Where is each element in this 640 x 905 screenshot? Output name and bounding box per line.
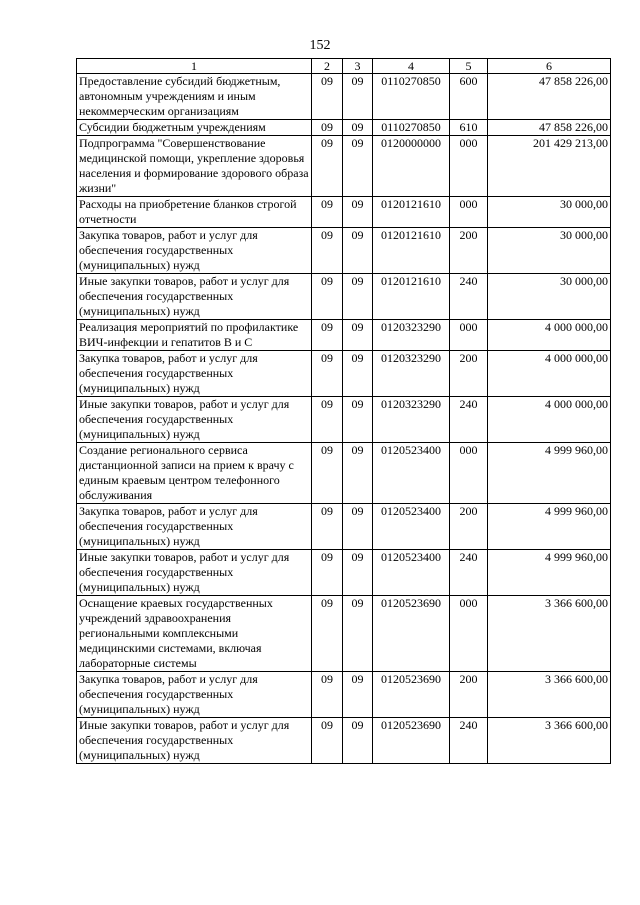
row-expense-type-code: 240 <box>450 550 488 596</box>
table-row <box>77 120 611 136</box>
row-amount: 3 366 600,00 <box>488 596 611 672</box>
row-amount: 4 999 960,00 <box>488 504 611 550</box>
row-expense-type-code: 240 <box>450 397 488 443</box>
column-header-1: 1 <box>77 59 312 74</box>
row-target-article-code: 0120121610 <box>373 197 450 228</box>
row-section-code: 09 <box>312 718 343 764</box>
row-expense-type-code: 200 <box>450 228 488 274</box>
row-description: Реализация мероприятий по профилактике ВИЧ-инфекции и гепатитов В и С <box>77 320 312 351</box>
row-description: Закупка товаров, работ и услуг для обеспечения государственных (муниципальных) нужд <box>77 228 312 274</box>
row-target-article-code: 0120323290 <box>373 320 450 351</box>
row-description: Иные закупки товаров, работ и услуг для обеспечения государственных (муниципальных) нужд <box>77 397 312 443</box>
row-amount: 30 000,00 <box>488 197 611 228</box>
column-header-5: 5 <box>450 59 488 74</box>
row-section-code: 09 <box>312 274 343 320</box>
row-section-code: 09 <box>312 504 343 550</box>
table-row <box>77 228 611 274</box>
row-target-article-code: 0120523690 <box>373 672 450 718</box>
row-section-code: 09 <box>312 672 343 718</box>
row-amount: 47 858 226,00 <box>488 74 611 120</box>
row-subsection-code: 09 <box>343 550 373 596</box>
row-description: Создание регионального сервиса дистанционной записи на прием к врачу с единым краевым центром телефонного обслуживания <box>77 443 312 504</box>
row-section-code: 09 <box>312 120 343 136</box>
row-amount: 4 999 960,00 <box>488 443 611 504</box>
row-expense-type-code: 000 <box>450 320 488 351</box>
table-row <box>77 351 611 397</box>
row-section-code: 09 <box>312 443 343 504</box>
row-expense-type-code: 240 <box>450 718 488 764</box>
row-subsection-code: 09 <box>343 320 373 351</box>
header-row <box>77 59 611 74</box>
row-amount: 47 858 226,00 <box>488 120 611 136</box>
column-header-3: 3 <box>343 59 373 74</box>
row-target-article-code: 0120323290 <box>373 351 450 397</box>
row-section-code: 09 <box>312 397 343 443</box>
row-subsection-code: 09 <box>343 504 373 550</box>
row-subsection-code: 09 <box>343 228 373 274</box>
column-header-2: 2 <box>312 59 343 74</box>
row-description: Закупка товаров, работ и услуг для обеспечения государственных (муниципальных) нужд <box>77 504 312 550</box>
table-row <box>77 320 611 351</box>
row-target-article-code: 0120523690 <box>373 718 450 764</box>
row-expense-type-code: 000 <box>450 443 488 504</box>
row-subsection-code: 09 <box>343 596 373 672</box>
row-target-article-code: 0120000000 <box>373 136 450 197</box>
table-row <box>77 197 611 228</box>
table-row <box>77 550 611 596</box>
row-section-code: 09 <box>312 550 343 596</box>
table-row <box>77 504 611 550</box>
column-header-6: 6 <box>488 59 611 74</box>
table-row <box>77 718 611 764</box>
row-subsection-code: 09 <box>343 120 373 136</box>
row-description: Иные закупки товаров, работ и услуг для обеспечения государственных (муниципальных) нужд <box>77 718 312 764</box>
table-header <box>77 59 611 74</box>
row-amount: 4 000 000,00 <box>488 320 611 351</box>
row-target-article-code: 0120323290 <box>373 397 450 443</box>
row-amount: 201 429 213,00 <box>488 136 611 197</box>
row-description: Закупка товаров, работ и услуг для обеспечения государственных (муниципальных) нужд <box>77 351 312 397</box>
row-section-code: 09 <box>312 197 343 228</box>
row-expense-type-code: 000 <box>450 136 488 197</box>
row-target-article-code: 0120523400 <box>373 443 450 504</box>
row-subsection-code: 09 <box>343 197 373 228</box>
row-description: Субсидии бюджетным учреждениям <box>77 120 312 136</box>
row-section-code: 09 <box>312 351 343 397</box>
row-amount: 3 366 600,00 <box>488 718 611 764</box>
row-target-article-code: 0110270850 <box>373 74 450 120</box>
row-amount: 4 000 000,00 <box>488 351 611 397</box>
row-section-code: 09 <box>312 136 343 197</box>
row-subsection-code: 09 <box>343 397 373 443</box>
row-amount: 3 366 600,00 <box>488 672 611 718</box>
row-subsection-code: 09 <box>343 74 373 120</box>
table-row <box>77 443 611 504</box>
row-subsection-code: 09 <box>343 274 373 320</box>
row-expense-type-code: 610 <box>450 120 488 136</box>
row-target-article-code: 0120523690 <box>373 596 450 672</box>
row-target-article-code: 0120523400 <box>373 504 450 550</box>
row-expense-type-code: 200 <box>450 672 488 718</box>
row-subsection-code: 09 <box>343 443 373 504</box>
row-description: Подпрограмма "Совершенствование медицинской помощи, укрепление здоровья населения и формирование здорового образа жизни" <box>77 136 312 197</box>
row-amount: 4 999 960,00 <box>488 550 611 596</box>
row-section-code: 09 <box>312 596 343 672</box>
table-row <box>77 397 611 443</box>
row-subsection-code: 09 <box>343 136 373 197</box>
table-row <box>77 274 611 320</box>
row-target-article-code: 0120121610 <box>373 228 450 274</box>
row-target-article-code: 0120523400 <box>373 550 450 596</box>
row-description: Предоставление субсидий бюджетным, автономным учреждениям и иным некоммерческим организациям <box>77 74 312 120</box>
table-row <box>77 136 611 197</box>
row-description: Иные закупки товаров, работ и услуг для обеспечения государственных (муниципальных) нужд <box>77 274 312 320</box>
row-amount: 30 000,00 <box>488 228 611 274</box>
table-row <box>77 672 611 718</box>
row-expense-type-code: 200 <box>450 351 488 397</box>
row-description: Закупка товаров, работ и услуг для обеспечения государственных (муниципальных) нужд <box>77 672 312 718</box>
table-row <box>77 74 611 120</box>
row-section-code: 09 <box>312 228 343 274</box>
row-description: Расходы на приобретение бланков строгой отчетности <box>77 197 312 228</box>
row-expense-type-code: 600 <box>450 74 488 120</box>
row-expense-type-code: 200 <box>450 504 488 550</box>
row-amount: 4 000 000,00 <box>488 397 611 443</box>
row-section-code: 09 <box>312 74 343 120</box>
row-target-article-code: 0110270850 <box>373 120 450 136</box>
row-subsection-code: 09 <box>343 351 373 397</box>
row-expense-type-code: 000 <box>450 596 488 672</box>
row-expense-type-code: 240 <box>450 274 488 320</box>
row-description: Оснащение краевых государственных учреждений здравоохранения региональными комплексными медицинскими системами, включая лабораторные системы <box>77 596 312 672</box>
table-body <box>77 74 611 764</box>
row-description: Иные закупки товаров, работ и услуг для обеспечения государственных (муниципальных) нужд <box>77 550 312 596</box>
page-number: 152 <box>309 38 331 53</box>
row-section-code: 09 <box>312 320 343 351</box>
budget-table <box>76 58 611 764</box>
row-subsection-code: 09 <box>343 672 373 718</box>
row-target-article-code: 0120121610 <box>373 274 450 320</box>
row-subsection-code: 09 <box>343 718 373 764</box>
row-amount: 30 000,00 <box>488 274 611 320</box>
row-expense-type-code: 000 <box>450 197 488 228</box>
column-header-4: 4 <box>373 59 450 74</box>
table-row <box>77 596 611 672</box>
